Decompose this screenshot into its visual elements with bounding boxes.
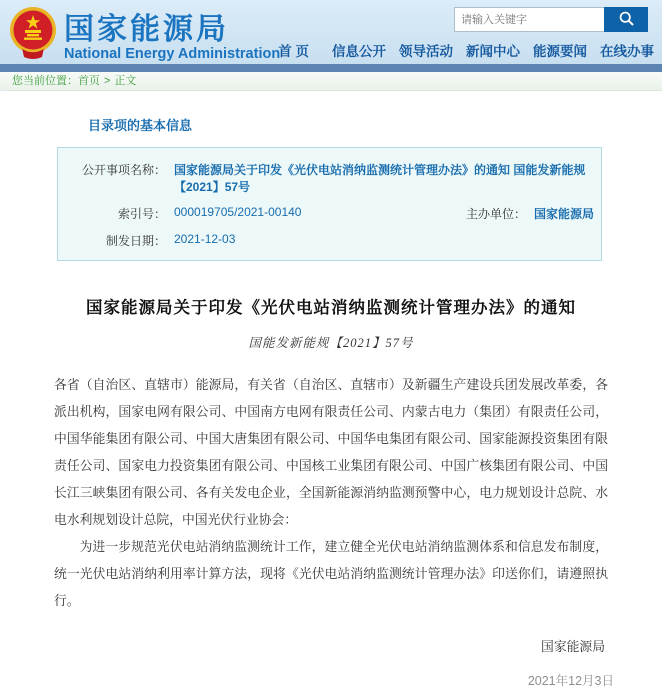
nav-home[interactable]: 首 页 [278, 44, 309, 59]
breadcrumb-separator: > [104, 75, 111, 87]
nav-news-center[interactable]: 新闻中心 [466, 44, 520, 59]
search-input[interactable] [454, 7, 604, 32]
breadcrumb [0, 72, 662, 91]
date-value: 2021-12-03 [174, 232, 236, 246]
search-icon [618, 10, 635, 30]
table-row [58, 156, 601, 200]
unit-value: 国家能源局 [534, 207, 595, 221]
article-signature: 国家能源局 [541, 639, 605, 654]
breadcrumb-home-link[interactable]: 首页 [78, 75, 100, 87]
site-header [0, 0, 662, 64]
document-info-box [57, 147, 602, 261]
date-label: 制发日期： [105, 234, 166, 248]
info-section-heading: 目录项的基本信息 [88, 118, 193, 133]
article [0, 294, 662, 689]
article-doc-number: 国能发新能规【2021】57号 [248, 336, 414, 350]
nav-online-services[interactable]: 在线办事 [600, 44, 654, 59]
nav-info-disclosure[interactable]: 信息公开 [332, 44, 386, 59]
breadcrumb-current: 正文 [114, 75, 137, 87]
search-button[interactable] [604, 7, 648, 32]
index-label: 索引号： [117, 207, 166, 221]
national-emblem-logo [8, 6, 58, 58]
article-paragraph: 为进一步规范光伏电站消纳监测统计工作，建立健全光伏电站消纳监测体系和信息发布制度，统一光伏电站消纳利用率计算方法，现将《光伏电站消纳监测统计管理办法》印送你们，请遵照执行。 [54, 539, 608, 608]
article-title: 国家能源局关于印发《光伏电站消纳监测统计管理办法》的通知 [86, 299, 576, 317]
article-paragraph: 各省（自治区、直辖市）能源局，有关省（自治区、直辖市）及新疆生产建设兵团发展改革委，各派出机构，国家电网有限公司、中国南方电网有限责任公司、内蒙古电力（集团）有限责任公司，中国华能集团有限公司、中国大唐集团有限公司、中国华电集团有限公司、国家能源投资集团有限责任公司、国家电力投资集团有限公司、中国核工业集团有限公司、中国广核集团有限公司、中国长江三峡集团有限公司、各有关发电企业，全国新能源消纳监测预警中心，电力规划设计总院、水电水利规划设计总院，中国光伏行业协会： [54, 377, 608, 527]
unit-label: 主办单位： [465, 207, 526, 221]
site-title: 国家能源局 [64, 13, 229, 46]
site-title-en: National Energy Administration [64, 46, 281, 62]
brand-block [64, 4, 280, 62]
table-row [58, 227, 601, 254]
document-info-table [58, 156, 601, 254]
table-row [58, 200, 601, 227]
nav-energy-news[interactable]: 能源要闻 [533, 44, 587, 59]
article-date: 2021年12月3日 [527, 674, 614, 688]
search-box [454, 7, 648, 32]
main-content [0, 91, 662, 689]
main-nav [278, 40, 654, 60]
item-name-link[interactable]: 国家能源局关于印发《光伏电站消纳监测统计管理办法》的通知 国能发新能规【2021】57号 [174, 163, 586, 194]
nav-leader-activities[interactable]: 领导活动 [399, 44, 453, 59]
header-divider-strip [0, 64, 662, 72]
index-value: 000019705/2021-00140 [174, 205, 302, 219]
item-name-label: 公开事项名称： [81, 163, 166, 177]
breadcrumb-prefix: 您当前位置： [12, 75, 78, 87]
